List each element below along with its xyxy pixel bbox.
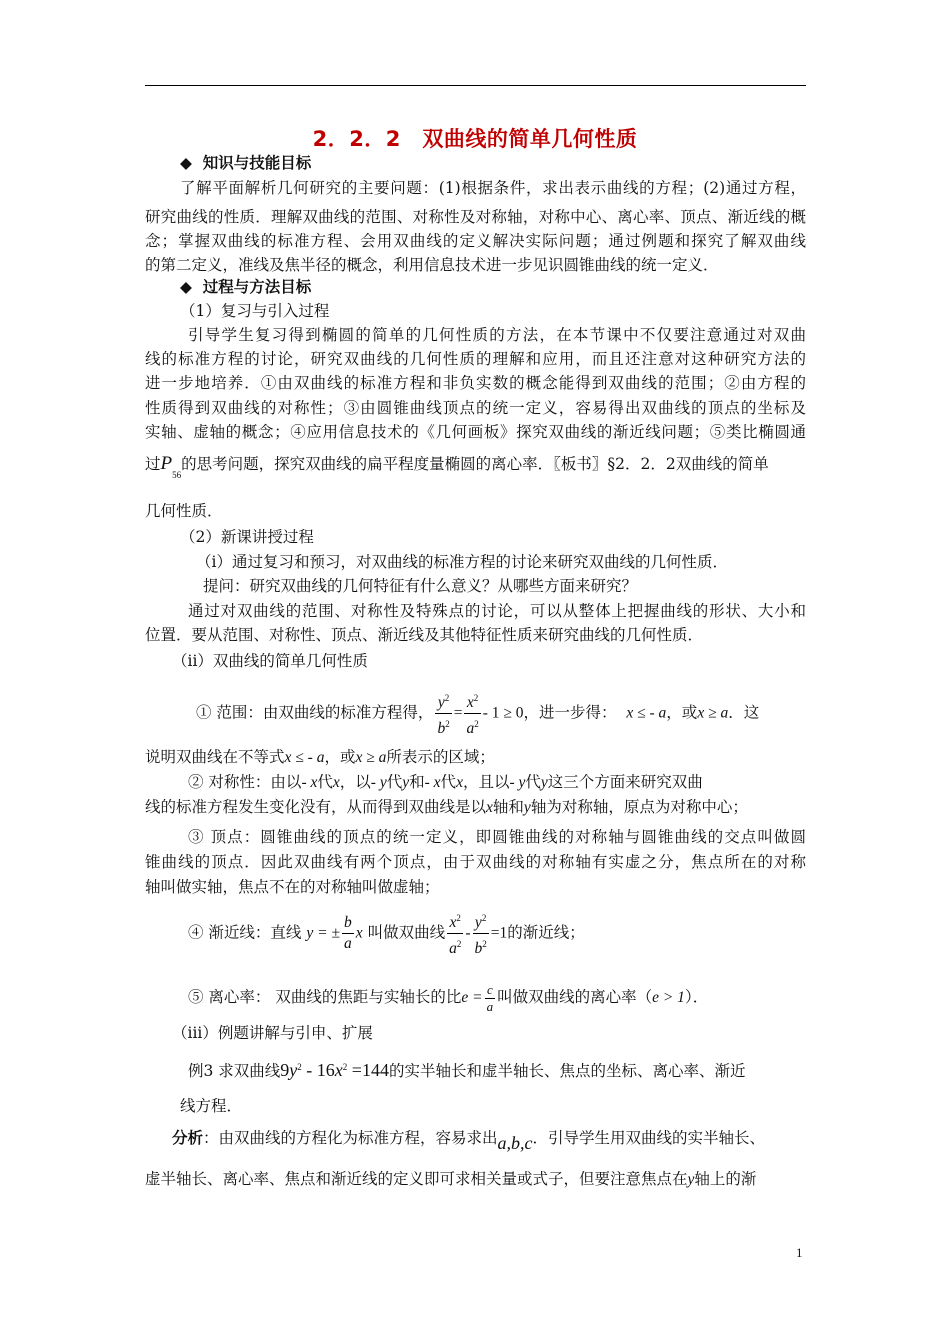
diamond-bullet-icon: ◆ (180, 154, 192, 172)
paragraph-line: 了解平面解析几何研究的主要问题：(1)根据条件，求出表示曲线的方程；(2)通过方程， (180, 179, 806, 197)
example-line: 例3 求双曲线$9y^2 - 16x^2 =144$的实半轴长和虚半轴长、焦点的坐标、离心率、渐近 (188, 1060, 746, 1081)
knowledge-heading: ◆ 知识与技能目标 (180, 154, 312, 172)
diamond-bullet-icon: ◆ (180, 278, 192, 296)
page-number: 1 (796, 1245, 803, 1260)
new-heading: （2）新课讲授过程 (180, 528, 314, 546)
eccentricity-line: ⑤ 离心率： 双曲线的焦距与实轴长的比e = $\frac{c}{a}$ 叫做双曲线的离心率（e > 1）． (188, 981, 709, 1014)
fraction-x2-a2: $\frac{x^2}{a^2}$ (447, 908, 463, 959)
paragraph-line: ③ 顶点：圆锥曲线的顶点的统一定义，即圆锥曲线的对称轴与圆锥曲线的交点叫做圆 (188, 828, 806, 846)
paragraph-line: 引导学生复习得到椭圆的简单的几何性质的方法，在本节课中不仅要注意通过对双曲 (188, 326, 806, 344)
paragraph-line: 的第二定义，准线及焦半径的概念，利用信息技术进一步见识圆锥曲线的统一定义． (145, 256, 719, 274)
paragraph-line: 线的标准方程的讨论，研究双曲线的几何性质的理解和应用，而且还注意对这种研究方法的 (145, 350, 806, 368)
math-p: P (160, 453, 173, 474)
sub-i: （i）通过复习和预习，对双曲线的标准方程的讨论来研究双曲线的几何性质． (196, 553, 728, 571)
analysis-label: 分析 (172, 1129, 204, 1147)
range-line-2: 说明双曲线在不等式x ≤ - a，或x ≥ a所表示的区域； (145, 748, 495, 766)
paragraph-line: 性质得到双曲线的对称性；③由圆锥曲线顶点的统一定义，容易得出双曲线的顶点的坐标及 (145, 399, 806, 417)
fraction-c-a: $\frac{c}{a}$ (486, 981, 494, 1014)
fraction-y2-b2: $\frac{y^2}{b^2}$ (473, 908, 489, 959)
analysis-line: 分析：由双曲线的方程化为标准方程，容易求出a,b,c．引导学生用双曲线的实半轴长、 (172, 1129, 766, 1153)
page-title: 2．2．2 双曲线的简单几何性质 (312, 127, 638, 151)
paragraph-line: 实轴、虚轴的概念；④应用信息技术的《几何画板》探究双曲线的渐近线问题；⑤类比椭圆通 (145, 423, 806, 441)
paragraph-line: 进一步地培养．①由双曲线的标准方程和非负实数的概念能得到双曲线的范围；②由方程的 (145, 374, 806, 392)
paragraph-line: 几何性质． (145, 502, 223, 520)
paragraph-line: 过$P_{56}$的思考问题，探究双曲线的扁平程度量椭圆的离心率．〖板书〗§2．2．2双曲线的简单 (145, 453, 769, 481)
sub-ii: （ii）双曲线的简单几何性质 (172, 652, 368, 670)
question: 提问：研究双曲线的几何特征有什么意义？从哪些方面来研究？ (203, 577, 638, 595)
range-line: ① 范围：由双曲线的标准方程得， $\frac{y^2}{b^2}$ = $\frac{x^2}{a^2}$ - 1 ≥ 0，进一步得： x ≤ - a，或x ≥ a．这 (196, 688, 759, 739)
example-tail: 线方程． (180, 1097, 243, 1115)
header-rule (145, 85, 806, 86)
sub-iii: （iii）例题讲解与引申、扩展 (172, 1024, 373, 1042)
paragraph-line: 念；掌握双曲线的标准方程、会用双曲线的定义解决实际问题；通过例题和探究了解双曲线 (145, 232, 806, 250)
process-heading: ◆ 过程与方法目标 (180, 278, 312, 296)
symmetry-line-2: 线的标准方程发生变化没有，从而得到双曲线是以x轴和y轴为对称轴，原点为对称中心； (145, 798, 748, 816)
review-heading: （1）复习与引入过程 (180, 302, 330, 320)
asymptote-line: ④ 渐近线：直线 y = ± $\frac{b}{a}$ x 叫做双曲线 $\frac{x^2}{a^2}$ - $\frac{y^2}{b^2}$ =1的渐近线； (188, 908, 585, 959)
fraction-b-a: $\frac{b}{a}$ (343, 914, 352, 953)
fraction-x2-a2: $\frac{x^2}{a^2}$ (464, 688, 480, 739)
analysis-line-2: 虚半轴长、离心率、焦点和渐近线的定义即可求相关量或式子，但要注意焦点在y轴上的渐 (145, 1170, 757, 1188)
symmetry-line: ② 对称性：由以- x代x，以- y代y和- x代x，且以- y代y这三个方面来研究双曲 (188, 773, 703, 791)
paragraph-line: 研究曲线的性质．理解双曲线的范围、对称性及对称轴，对称中心、离心率、顶点、渐近线的概 (145, 208, 806, 226)
paragraph-line: 轴叫做实轴，焦点不在的对称轴叫做虚轴； (145, 878, 440, 896)
paragraph-line: 通过对双曲线的范围、对称性及特殊点的讨论，可以从整体上把握曲线的形状、大小和 (188, 602, 806, 620)
paragraph-line: 位置．要从范围、对称性、顶点、渐近线及其他特征性质来研究曲线的几何性质． (145, 626, 704, 644)
paragraph-line: 锥曲线的顶点．因此双曲线有两个顶点，由于双曲线的对称轴有实虚之分，焦点所在的对称 (145, 853, 806, 871)
fraction-y2-b2: $\frac{y^2}{b^2}$ (435, 688, 451, 739)
